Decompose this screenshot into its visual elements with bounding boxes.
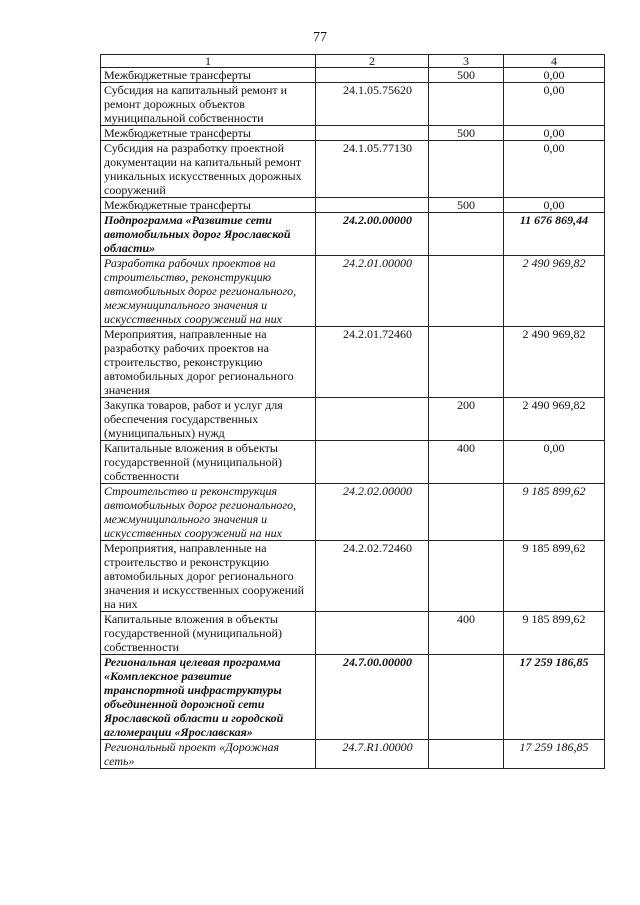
table-row — [101, 198, 605, 213]
row-kvr-cell: 200 — [429, 398, 504, 441]
row-sum-cell: 0,00 — [504, 68, 605, 83]
row-name-cell: Межбюджетные трансферты — [101, 126, 316, 141]
table-header-row — [101, 55, 605, 68]
row-sum-cell: 2 490 969,82 — [504, 256, 605, 327]
row-name-cell: Межбюджетные трансферты — [101, 198, 316, 213]
row-sum-cell: 11 676 869,44 — [504, 213, 605, 256]
row-sum-cell: 0,00 — [504, 441, 605, 484]
row-name-cell: Капитальные вложения в объекты государственной (муниципальной) собственности — [101, 612, 316, 655]
row-sum-cell: 17 259 186,85 — [504, 655, 605, 740]
table-row — [101, 327, 605, 398]
header-cell: 1 — [101, 55, 316, 68]
row-kvr-cell — [429, 740, 504, 769]
table-row — [101, 441, 605, 484]
row-name-cell: Закупка товаров, работ и услуг для обеспечения государственных (муниципальных) нужд — [101, 398, 316, 441]
row-code-cell — [316, 441, 429, 484]
table-row — [101, 398, 605, 441]
row-code-cell — [316, 68, 429, 83]
row-code-cell: 24.1.05.77130 — [316, 141, 429, 198]
row-sum-cell: 0,00 — [504, 198, 605, 213]
row-code-cell: 24.2.02.72460 — [316, 541, 429, 612]
row-code-cell: 24.2.01.00000 — [316, 256, 429, 327]
header-cell: 2 — [316, 55, 429, 68]
table-row — [101, 256, 605, 327]
row-sum-cell: 9 185 899,62 — [504, 612, 605, 655]
row-name-cell: Субсидия на капитальный ремонт и ремонт дорожных объектов муниципальной собственности — [101, 83, 316, 126]
row-code-cell — [316, 126, 429, 141]
row-sum-cell: 2 490 969,82 — [504, 327, 605, 398]
row-code-cell — [316, 612, 429, 655]
row-code-cell: 24.2.02.00000 — [316, 484, 429, 541]
row-name-cell: Мероприятия, направленные на разработку рабочих проектов на строительство, реконструкцию автомобильных дорог регионального значения — [101, 327, 316, 398]
row-sum-cell: 2 490 969,82 — [504, 398, 605, 441]
page-number: 77 — [313, 30, 327, 45]
row-kvr-cell: 500 — [429, 198, 504, 213]
table-row — [101, 612, 605, 655]
row-sum-cell: 9 185 899,62 — [504, 484, 605, 541]
row-kvr-cell — [429, 256, 504, 327]
row-name-cell: Разработка рабочих проектов на строительство, реконструкцию автомобильных дорог регионального, межмуниципального значения и искусственных сооружений на них — [101, 256, 316, 327]
row-kvr-cell: 500 — [429, 126, 504, 141]
row-sum-cell: 17 259 186,85 — [504, 740, 605, 769]
budget-table — [100, 54, 605, 769]
row-kvr-cell — [429, 213, 504, 256]
row-sum-cell: 0,00 — [504, 126, 605, 141]
row-code-cell: 24.1.05.75620 — [316, 83, 429, 126]
table-row — [101, 126, 605, 141]
table-row — [101, 68, 605, 83]
table-row — [101, 541, 605, 612]
row-sum-cell: 0,00 — [504, 141, 605, 198]
table-row — [101, 484, 605, 541]
row-kvr-cell: 500 — [429, 68, 504, 83]
row-kvr-cell: 400 — [429, 441, 504, 484]
header-cell: 4 — [504, 55, 605, 68]
row-name-cell: Подпрограмма «Развитие сети автомобильных дорог Ярославской области» — [101, 213, 316, 256]
row-sum-cell: 0,00 — [504, 83, 605, 126]
row-code-cell — [316, 198, 429, 213]
table-row — [101, 213, 605, 256]
row-kvr-cell: 400 — [429, 612, 504, 655]
row-kvr-cell — [429, 83, 504, 126]
table-row — [101, 655, 605, 740]
row-kvr-cell — [429, 141, 504, 198]
row-code-cell — [316, 398, 429, 441]
row-name-cell: Строительство и реконструкция автомобильных дорог регионального, межмуниципального значения и искусственных сооружений на них — [101, 484, 316, 541]
row-name-cell: Межбюджетные трансферты — [101, 68, 316, 83]
table-row — [101, 83, 605, 126]
row-sum-cell: 9 185 899,62 — [504, 541, 605, 612]
row-code-cell: 24.7.R1.00000 — [316, 740, 429, 769]
row-code-cell: 24.7.00.00000 — [316, 655, 429, 740]
row-name-cell: Мероприятия, направленные на строительство и реконструкцию автомобильных дорог регионального значения и искусственных сооружений на них — [101, 541, 316, 612]
row-name-cell: Капитальные вложения в объекты государственной (муниципальной) собственности — [101, 441, 316, 484]
table-row — [101, 740, 605, 769]
row-name-cell: Региональная целевая программа «Комплексное развитие транспортной инфраструктуры объединенной дорожной сети Ярославской области и городской агломерации «Ярославская» — [101, 655, 316, 740]
row-kvr-cell — [429, 655, 504, 740]
row-code-cell: 24.2.01.72460 — [316, 327, 429, 398]
header-cell: 3 — [429, 55, 504, 68]
row-kvr-cell — [429, 484, 504, 541]
row-name-cell: Региональный проект «Дорожная сеть» — [101, 740, 316, 769]
row-kvr-cell — [429, 541, 504, 612]
row-code-cell: 24.2.00.00000 — [316, 213, 429, 256]
row-name-cell: Субсидия на разработку проектной документации на капитальный ремонт уникальных искусственных дорожных сооружений — [101, 141, 316, 198]
row-kvr-cell — [429, 327, 504, 398]
table-row — [101, 141, 605, 198]
